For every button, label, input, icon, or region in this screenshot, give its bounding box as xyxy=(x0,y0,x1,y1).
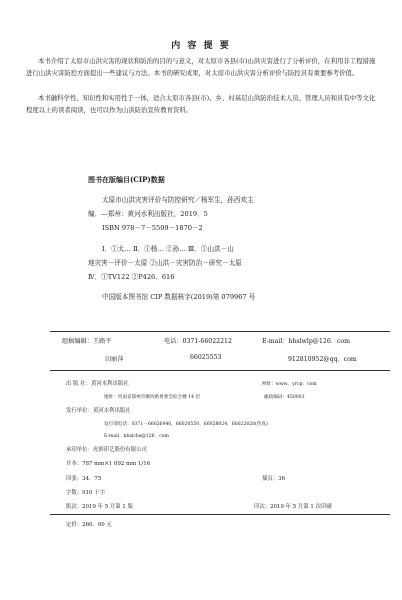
word-count: 字数：910 千字 xyxy=(66,490,105,496)
summary-paragraph-1-text: 本书介绍了太原市山洪灾害的现状和防治的目的与意义，对太原市各县(市)山洪灾害进行了分析评价，在利用非工程措施进行山洪灾害防控方面提出一些建议与方法。本书的研究成果，对太原市山洪灾害分析评价与防控具有重要参考价值。 xyxy=(26,57,376,77)
cip-line-1: 太原市山洪灾害评价与防控研究／杨军生，孙西欢主 xyxy=(102,196,254,204)
distributor-phone: 发行部电话：0371－66026940，66020550，66028024，66022620(传真) xyxy=(104,422,268,427)
summary-paragraph-1 xyxy=(26,55,380,79)
plates: 插页：36 xyxy=(262,476,286,482)
printing: 印次：2019 年 5 月第 1 次印刷 xyxy=(254,504,332,510)
cip-line-3-isbn: ISBN 978－7－5509－1870－2 xyxy=(102,224,203,232)
cip-line-6: Ⅳ．①TV122 ②P426．616 xyxy=(88,273,175,281)
divider-middle xyxy=(50,370,390,371)
editor-phone-1: 电话：0371-66022212 xyxy=(164,338,232,345)
printed-sheets: 印张：34．75 xyxy=(66,476,102,482)
summary-paragraph-2 xyxy=(26,92,380,116)
cip-line-5: 地灾害－评价－太原 ②山洪－灾害防治－研究－太原 xyxy=(88,259,242,267)
editor-name-2: 田丽萍 xyxy=(105,356,124,363)
publisher-label: 出 版 社：黄河水利出版社 xyxy=(66,381,129,387)
distributor-email: E-mail：hhslcbs@126．com xyxy=(104,434,169,439)
editor-phone-2: 66025553 xyxy=(190,354,222,361)
distributor-label: 发行单位：黄河水利出版社 xyxy=(66,408,131,414)
cip-line-2: 编．—郑州：黄河水利出版社，2019．5 xyxy=(88,210,208,218)
cip-line-4: Ⅰ．①太… Ⅱ．①杨… ②孙… Ⅲ．①山洪－山 xyxy=(102,245,234,253)
printer: 承印单位：虎彩印艺股份有限公司 xyxy=(66,447,147,453)
format: 开本：787 mm×1 092 mm 1/16 xyxy=(66,461,151,467)
publisher-address: 地址：河南省郑州市顺河路黄委会综合楼 14 层 xyxy=(104,395,201,400)
publisher-website: 网址：www．yrcp．com xyxy=(262,382,317,387)
price: 定价：260．00 元 xyxy=(66,522,112,528)
cip-record-number: 中国版本图书馆 CIP 数据核字(2019)第 079967 号 xyxy=(102,293,256,301)
divider-top xyxy=(50,331,390,332)
editor-label: 组稿编辑：王路平 xyxy=(62,338,112,345)
editor-email-1: E-mail：hhslwlp@126．com xyxy=(262,338,351,345)
editor-email-2: 912810952@qq．com xyxy=(288,356,357,363)
cip-title: 图书在版编目(CIP)数据 xyxy=(88,175,165,184)
summary-paragraph-2-text: 本书融科学性、知识性和实用性于一体，适合太原市各县(市)、乡、村基层山洪防治技术人员、管理人员和具有中等文化程度以上的读者阅读，也可以作为山洪防治宣传教育资料。 xyxy=(26,94,376,114)
edition: 版次：2019 年 5 月第 1 版 xyxy=(66,504,133,510)
divider-bottom xyxy=(50,514,390,515)
summary-title: 内 容 提 要 xyxy=(171,41,231,51)
publisher-postcode: 邮政编码：450003 xyxy=(264,395,305,400)
